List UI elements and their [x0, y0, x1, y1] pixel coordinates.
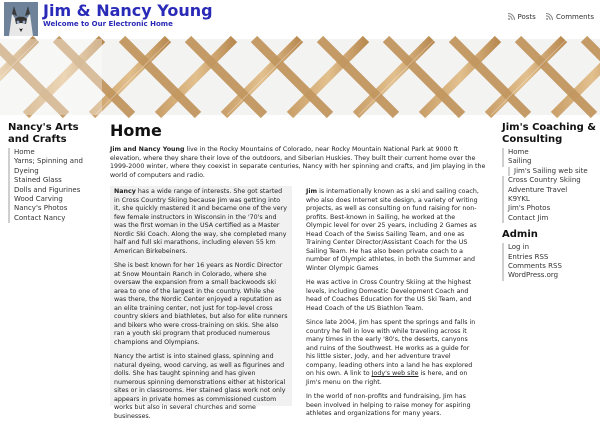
rss-icon	[546, 13, 553, 20]
admin-item-log-in[interactable]	[502, 243, 598, 252]
right-menu-link[interactable]: Jim's Sailing web site	[514, 166, 588, 175]
jim-text: Since late 2004, Jim has spent the springs and falls in country he fell in love with while traveling across it many times in the early '80's, the deserts, canyons and ruins of the Southwest. He works as a guide for his little sister, Jody, and her adventure travel company, leading others into a land he has explored on his own. A link to	[306, 319, 476, 377]
right-menu-link[interactable]: Cross Country Skiing	[508, 176, 581, 185]
left-menu-item-dolls[interactable]	[8, 186, 100, 195]
right-menu-item-adventure-travel[interactable]	[502, 186, 598, 195]
right-menu-item-contact-jim[interactable]	[502, 214, 598, 223]
husky-logo-icon[interactable]	[4, 2, 38, 36]
right-sidebar	[502, 122, 598, 281]
left-menu-link[interactable]: Contact Nancy	[14, 213, 66, 222]
intro-paragraph	[110, 146, 490, 180]
right-menu-link[interactable]: Sailing	[508, 157, 532, 166]
left-menu-item-stained-glass[interactable]	[8, 176, 100, 185]
left-sidebar-title: Nancy's Arts and Crafts	[8, 122, 79, 145]
nancy-text: has a wide range of interests. She got started in Cross Country Skiing because Jim was getting into it, she quickly mastered it and became one of the very few female instructors in Wisconsin in the '70's and was the first woman in the USA certified as a Master Nordic Ski Coach. Along the way, she completed many half and full ski marathons, including eleven 55 km American Birkebeiners.	[114, 188, 287, 255]
right-menu-link[interactable]: Home	[508, 148, 529, 156]
right-sidebar-title: Jim's Coaching & Consulting	[502, 122, 596, 145]
feed-links	[508, 13, 594, 21]
left-menu-link[interactable]: Dolls and Figurines	[14, 185, 81, 194]
site-title[interactable]: Jim & Nancy Young	[43, 1, 213, 20]
right-menu-item-sailing[interactable]	[502, 157, 598, 166]
admin-item-comments-rss[interactable]	[502, 262, 598, 271]
posts-feed-label: Posts	[517, 13, 536, 21]
right-menu-link[interactable]: Contact Jim	[508, 213, 549, 222]
admin-title: Admin	[502, 229, 538, 241]
admin-link[interactable]: Log in	[508, 243, 530, 252]
comments-feed-label: Comments	[556, 13, 594, 21]
jim-paragraph: In the world of non-profits and fundraising, Jim has been involved in helping to raise money for aspiring athletes and organizations for many years.	[306, 393, 471, 417]
intro-strong: Jim and Nancy Young	[110, 146, 185, 153]
left-menu-item-yarns[interactable]	[8, 157, 100, 176]
left-menu-link[interactable]: Wood Carving	[14, 195, 63, 204]
left-menu-link[interactable]: Yarns; Spinning and Dyeing	[14, 157, 83, 175]
left-menu-link[interactable]: Nancy's Photos	[14, 204, 68, 213]
right-menu-item-cross-country-skiing[interactable]	[502, 176, 598, 185]
comments-feed-link[interactable]	[546, 13, 594, 21]
jim-strong: Jim	[306, 188, 318, 195]
right-menu-item-k9ykl[interactable]	[502, 195, 598, 204]
admin-menu	[502, 243, 598, 281]
right-menu-link[interactable]: Adventure Travel	[508, 185, 568, 194]
nancy-paragraph	[114, 188, 288, 256]
main-content	[110, 120, 490, 420]
page-title: Home	[110, 121, 162, 140]
jodys-web-site-link[interactable]: Jody's web site	[371, 370, 419, 377]
right-menu-link[interactable]: K9YKL	[508, 195, 530, 204]
right-menu-item-sailing-web-site[interactable]	[508, 167, 598, 176]
left-menu-item-contact-nancy[interactable]	[8, 214, 100, 223]
intro-text: live in the Rocky Mountains of Colorado, near Rocky Mountain National Park at 9000 ft elevation, where they share their love of the outdoors, and Siberian Huskies. They built their current home over the 1999-2000 winter, where they coexist in separate centuries, Nancy with her spinning and crafts, and Jim playing in the world of computers and radio.	[110, 146, 486, 179]
admin-link[interactable]: Entries RSS	[508, 252, 549, 261]
left-menu-link[interactable]: Home	[14, 148, 35, 156]
jim-paragraph: He was active in Cross Country Skiing at the highest levels, including Domestic Development Coach and head of Coaches Education for the US Ski Team, and Head Coach of the US Biathlon Team.	[306, 279, 472, 312]
admin-item-wordpress[interactable]	[502, 271, 598, 280]
right-menu-link[interactable]: Jim's Photos	[508, 204, 551, 213]
lattice-banner-image	[0, 39, 600, 115]
posts-feed-link[interactable]	[508, 13, 539, 21]
jim-paragraph	[306, 188, 480, 273]
nancy-strong: Nancy	[114, 188, 136, 195]
site-description: Welcome to Our Electronic Home	[43, 20, 173, 28]
right-menu-item-jims-photos[interactable]	[502, 204, 598, 213]
site-header	[0, 0, 600, 38]
jim-text: is here, and on Jim's menu on the right.	[306, 370, 468, 386]
jim-paragraph	[306, 319, 480, 387]
nancy-paragraph: Nancy the artist is into stained glass, spinning and natural dyeing, wood carving, as well as figurines and dolls. She has taught spinning and has given numerous spinning demonstrations either at historical sites or in classrooms. Her stained glass work not only appears in private homes as commissioned custom works but also in several churches and some businesses.	[114, 353, 286, 420]
left-menu-item-nancys-photos[interactable]	[8, 204, 100, 213]
admin-item-entries-rss[interactable]	[502, 253, 598, 262]
bio-columns	[110, 186, 490, 420]
rss-icon	[508, 13, 515, 20]
right-menu-item-home[interactable]	[502, 148, 598, 157]
nancy-paragraph: She is best known for her 16 years as Nordic Director at Snow Mountain Ranch in Colorado, where she oversaw the expansion from a small backwoods ski area to one of the largest in the country. While she was there, the Nordic Center enjoyed a reputation as an elite training center, not just for top-level cross country skiers and biathletes, but also for elite runners and bikers who were cross-training on skis. She also ran a youth ski program that produced numerous champions and Olympians.	[114, 262, 288, 346]
left-menu-item-home[interactable]	[8, 148, 100, 157]
admin-link[interactable]: Comments RSS	[508, 262, 562, 271]
left-menu-item-wood-carving[interactable]	[8, 195, 100, 204]
left-menu-link[interactable]: Stained Glass	[14, 176, 62, 185]
left-sidebar	[8, 122, 100, 223]
jim-column	[302, 186, 484, 417]
right-sidebar-menu	[502, 148, 598, 223]
admin-link[interactable]: WordPress.org	[508, 271, 559, 280]
nancy-column	[110, 186, 292, 420]
jim-text: is internationally known as a ski and sailing coach, who also does Internet site design, a variety of writing projects, as well as consulting on fund raising for non-profits. Best-known in Sailing, he worked at the Olympic level for over 25 years, including 2 Games as Head Coach of the Swiss Sailing Team, and one as Training Center Director/Assistant Coach for the US Sailing Team. He has also been private coach to a number of Olympic athletes, in both the Summer and Winter Olympic Games	[306, 188, 479, 272]
left-sidebar-menu	[8, 148, 100, 223]
